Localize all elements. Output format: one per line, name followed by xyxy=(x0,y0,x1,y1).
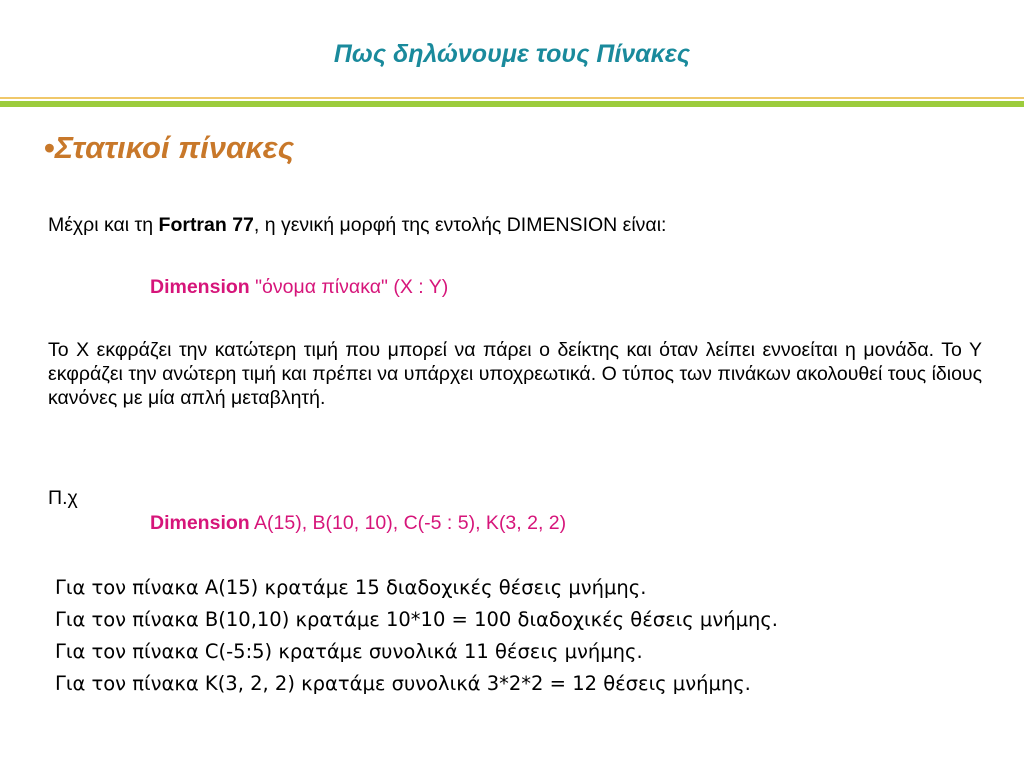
intro-paragraph xyxy=(48,213,666,237)
syntax-keyword: Dimension xyxy=(150,276,250,298)
note-line: Για τον πίνακα Β(10,10) κρατάμε 10*10 = 100 διαδοχικές θέσεις μνήμης. xyxy=(55,608,778,631)
title-divider-thick xyxy=(0,101,1024,107)
example-keyword: Dimension xyxy=(150,512,250,534)
note-line: Για τον πίνακα Α(15) κρατάμε 15 διαδοχικές θέσεις μνήμης. xyxy=(55,576,647,599)
section-heading-text: Στατικοί πίνακες xyxy=(54,130,295,165)
intro-text-after: , η γενική μορφή της εντολής DIMENSION είναι: xyxy=(253,214,667,236)
example-label: Π.χ xyxy=(48,487,78,509)
intro-text-bold: Fortran 77 xyxy=(158,214,254,236)
slide-title: Πως δηλώνουμε τους Πίνακες xyxy=(333,40,691,68)
example-rest: A(15), B(10, 10), C(-5 : 5), K(3, 2, 2) xyxy=(249,512,567,534)
notes-list xyxy=(55,572,778,700)
note-line: Για τον πίνακα Κ(3, 2, 2) κρατάμε συνολικά 3*2*2 = 12 θέσεις μνήμης. xyxy=(55,672,751,695)
example-line xyxy=(150,512,566,535)
note-line: Για τον πίνακα C(-5:5) κρατάμε συνολικά 11 θέσεις μνήμης. xyxy=(55,640,643,663)
bullet-icon: • xyxy=(44,130,55,165)
intro-text-before: Μέχρι και τη xyxy=(48,214,159,236)
section-heading xyxy=(44,130,294,166)
title-divider-thin xyxy=(0,97,1024,99)
explanation-paragraph: Το Χ εκφράζει την κατώτερη τιμή που μπορεί να πάρει ο δείκτης και όταν λείπει εννοείται η μονάδα. Το Υ εκφράζει την ανώτερη τιμή και πρέπει να υπάρχει υποχρεωτικά. Ο τύπος των πινάκων ακολουθεί τους ίδιους κανόνες με μία απλή μεταβλητή. xyxy=(48,339,982,409)
syntax-rest: "όνομα πίνακα" (X : Y) xyxy=(249,276,449,298)
syntax-line xyxy=(150,276,448,299)
